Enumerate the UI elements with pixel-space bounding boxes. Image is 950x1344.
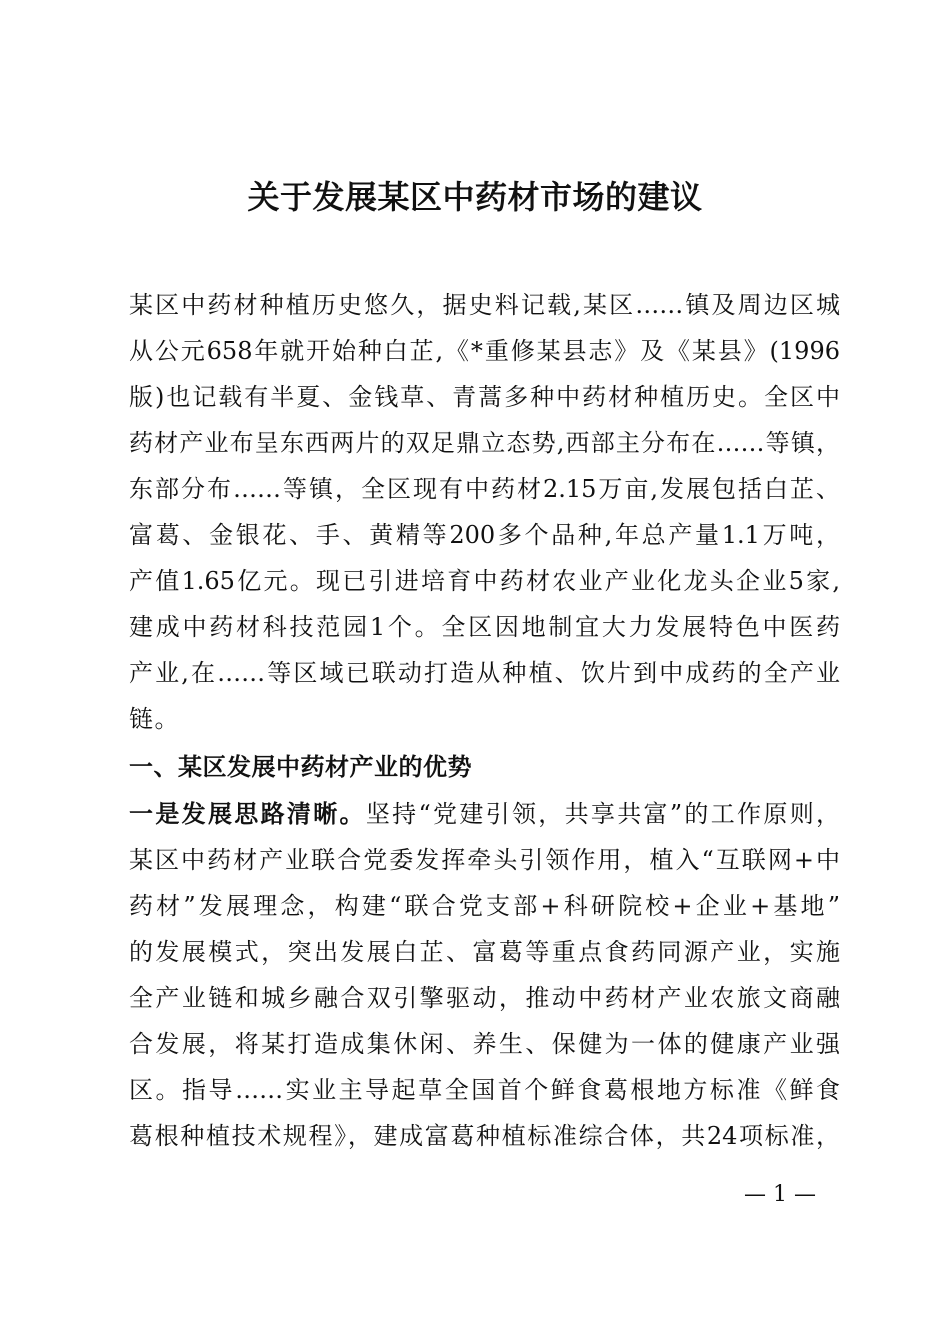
intro-line-1: 某区中药材种植历史悠久，据史料记载,某区……镇及周边区城	[129, 291, 840, 319]
page-number: — 1 —	[744, 1182, 816, 1207]
intro-line-4: 药材产业布呈东西两片的双足鼎立态势,西部主分布在……等镇，	[129, 429, 840, 457]
section-heading-1: 一、某区发展中药材产业的优势	[129, 753, 472, 781]
point-1-first-line-rest: 坚持“党建引领，共享共富”的工作原则，	[365, 800, 841, 828]
point-1-line-2: 某区中药材产业联合党委发挥牵头引领作用，植入“互联网+中	[129, 846, 840, 874]
intro-line-6: 富葛、金银花、手、黄精等200多个品种,年总产量1.1万吨，	[129, 521, 840, 549]
point-1-line-3: 药材”发展理念，构建“联合党支部+科研院校+企业+基地”	[129, 892, 840, 920]
point-1-line-6: 合发展，将某打造成集休闲、养生、保健为一体的健康产业强	[129, 1030, 840, 1058]
point-1-line-1	[129, 791, 840, 837]
intro-line-5: 东部分布……等镇，全区现有中药材2.15万亩,发展包括白芷、	[129, 475, 840, 503]
point-1-line-8: 葛根种植技术规程》，建成富葛种植标准综合体，共24项标准，	[129, 1122, 840, 1150]
point-1-line-4: 的发展模式，突出发展白芷、富葛等重点食药同源产业，实施	[129, 938, 840, 966]
intro-line-10: 链。	[129, 705, 180, 733]
point-1-lead: 一是发展思路清晰。	[129, 800, 366, 828]
intro-line-3: 版)也记载有半夏、金钱草、青蒿多种中药材种植历史。全区中	[129, 383, 840, 411]
intro-line-8: 建成中药材科技范园1个。全区因地制宜大力发展特色中医药	[129, 613, 840, 641]
point-1-line-5: 全产业链和城乡融合双引擎驱动，推动中药材产业农旅文商融	[129, 984, 840, 1012]
intro-line-9: 产业,在……等区域已联动打造从种植、饮片到中成药的全产业	[129, 659, 840, 687]
document-title: 关于发展某区中药材市场的建议	[247, 178, 703, 216]
intro-line-2: 从公元658年就开始种白芷,《*重修某县志》及《某县》(1996	[129, 337, 840, 365]
point-1-line-7: 区。指导……实业主导起草全国首个鲜食葛根地方标准《鲜食	[129, 1076, 840, 1104]
intro-line-7: 产值1.65亿元。现已引进培育中药材农业产业化龙头企业5家,	[129, 567, 840, 595]
